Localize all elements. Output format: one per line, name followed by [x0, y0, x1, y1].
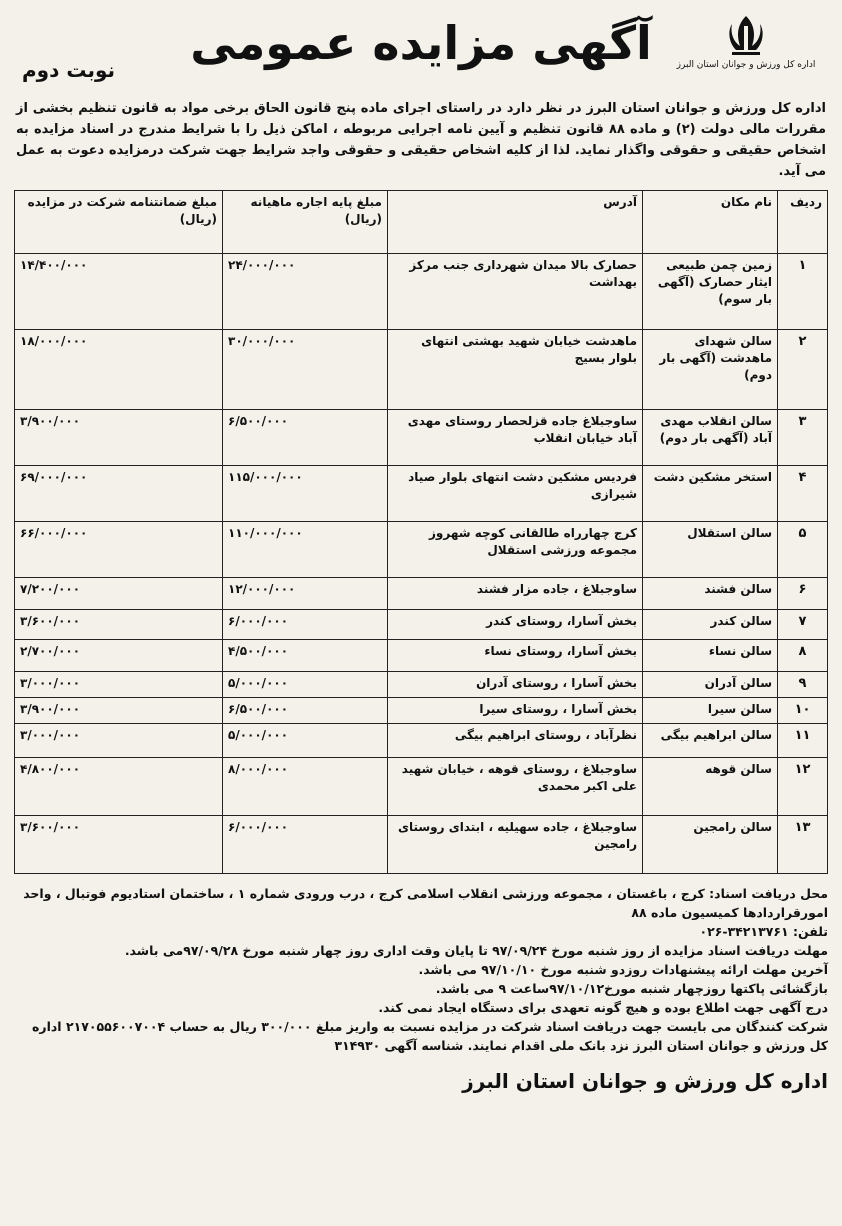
table-row: [15, 522, 828, 578]
row-number: ۱۳: [778, 816, 828, 874]
tender-table: [14, 190, 828, 874]
place-name: سالن استقلال: [643, 522, 778, 578]
guarantee-amount: ۳/۶۰۰/۰۰۰: [15, 610, 223, 640]
documents-location: محل دریافت اسناد: کرج ، باغستان ، مجموعه ورزشی انقلاب اسلامی کرج ، درب ورودی شماره ۱ ، ساختمان استادیوم فوتبال ، واحد امورقراردادها کمیسیون ماده ۸۸: [23, 886, 828, 920]
table-row: [15, 610, 828, 640]
row-number: ۷: [778, 610, 828, 640]
row-number: ۶: [778, 578, 828, 610]
offers-deadline: آخرین مهلت ارائه پیشنهادات روزدو شنبه مورخ ۹۷/۱۰/۱۰ می باشد.: [418, 962, 828, 977]
header-monthly-rent: مبلغ پایه اجاره ماهیانه (ریال): [223, 191, 388, 254]
guarantee-amount: ۶۹/۰۰۰/۰۰۰: [15, 466, 223, 522]
table-header-row: [15, 191, 828, 254]
monthly-rent: ۱۲/۰۰۰/۰۰۰: [223, 578, 388, 610]
place-name: سالن آدران: [643, 672, 778, 698]
table-row: [15, 640, 828, 672]
guarantee-amount: ۴/۸۰۰/۰۰۰: [15, 758, 223, 816]
table-row: [15, 724, 828, 758]
header-row-number: ردیف: [778, 191, 828, 254]
guarantee-amount: ۳/۹۰۰/۰۰۰: [15, 410, 223, 466]
guarantee-amount: ۳/۰۰۰/۰۰۰: [15, 724, 223, 758]
row-number: ۹: [778, 672, 828, 698]
monthly-rent: ۱۱۰/۰۰۰/۰۰۰: [223, 522, 388, 578]
place-address: ساوجبلاغ ، جاده مزار فشند: [388, 578, 643, 610]
guarantee-amount: ۲/۷۰۰/۰۰۰: [15, 640, 223, 672]
documents-deadline: مهلت دریافت اسناد مزایده از روز شنبه مورخ ۹۷/۰۹/۲۴ تا پایان وقت اداری روز چهار شنبه مورخ ۹۷/۰۹/۲۸می باشد.: [124, 943, 828, 958]
monthly-rent: ۶/۵۰۰/۰۰۰: [223, 410, 388, 466]
monthly-rent: ۴/۵۰۰/۰۰۰: [223, 640, 388, 672]
table-row: [15, 816, 828, 874]
guarantee-amount: ۳/۶۰۰/۰۰۰: [15, 816, 223, 874]
place-address: بخش آسارا ، روستای آدران: [388, 672, 643, 698]
notice-round: نوبت دوم: [22, 58, 116, 82]
place-address: بخش آسارا ، روستای سیرا: [388, 698, 643, 724]
opening-date: بازگشائی پاکتها روزچهار شنبه مورخ۹۷/۱۰/۱۲ساعت ۹ می باشد.: [435, 981, 828, 996]
place-address: ماهدشت خیابان شهید بهشتی انتهای بلوار بسیج: [388, 330, 643, 410]
row-number: ۱: [778, 254, 828, 330]
place-address: کرج چهارراه طالقانی کوچه شهروز مجموعه ورزشی استقلال: [388, 522, 643, 578]
header: [14, 0, 828, 98]
place-name: سالن رامجین: [643, 816, 778, 874]
monthly-rent: ۱۱۵/۰۰۰/۰۰۰: [223, 466, 388, 522]
table-row: [15, 254, 828, 330]
place-address: نظرآباد ، روستای ابراهیم بیگی: [388, 724, 643, 758]
place-address: فردیس مشکین دشت انتهای بلوار صیاد شیرازی: [388, 466, 643, 522]
table-row: [15, 698, 828, 724]
issuer-signature: اداره کل ورزش و جوانان استان البرز: [462, 1069, 828, 1093]
row-number: ۱۲: [778, 758, 828, 816]
place-name: سالن فشند: [643, 578, 778, 610]
disclaimer: درج آگهی جهت اطلاع بوده و هیچ گونه تعهدی برای دستگاه ایجاد نمی کند.: [378, 1000, 828, 1015]
place-name: سالن قوهه: [643, 758, 778, 816]
guarantee-amount: ۶۶/۰۰۰/۰۰۰: [15, 522, 223, 578]
table-row: [15, 466, 828, 522]
guarantee-amount: ۳/۹۰۰/۰۰۰: [15, 698, 223, 724]
row-number: ۸: [778, 640, 828, 672]
notice-details: [14, 884, 828, 1055]
guarantee-amount: ۳/۰۰۰/۰۰۰: [15, 672, 223, 698]
table-row: [15, 672, 828, 698]
place-name: سالن کندر: [643, 610, 778, 640]
row-number: ۱۰: [778, 698, 828, 724]
table-row: [15, 578, 828, 610]
phone-number: تلفن: ۳۴۲۱۳۷۶۱-۰۲۶: [699, 924, 828, 939]
table-row: [15, 758, 828, 816]
guarantee-amount: ۷/۲۰۰/۰۰۰: [15, 578, 223, 610]
guarantee-amount: ۱۸/۰۰۰/۰۰۰: [15, 330, 223, 410]
place-name: سالن نساء: [643, 640, 778, 672]
table-row: [15, 330, 828, 410]
place-address: بخش آسارا، روستای نساء: [388, 640, 643, 672]
monthly-rent: ۳۰/۰۰۰/۰۰۰: [223, 330, 388, 410]
place-address: بخش آسارا، روستای کندر: [388, 610, 643, 640]
monthly-rent: ۶/۵۰۰/۰۰۰: [223, 698, 388, 724]
place-name: سالن انقلاب مهدی آباد (آگهی بار دوم): [643, 410, 778, 466]
table-row: [15, 410, 828, 466]
row-number: ۳: [778, 410, 828, 466]
place-name: سالن ابراهیم بیگی: [643, 724, 778, 758]
place-name: زمین چمن طبیعی ایثار حصارک (آگهی بار سوم): [643, 254, 778, 330]
payment-instructions: شرکت کنندگان می بایست جهت دریافت اسناد شرکت در مزایده نسبت به واریز مبلغ ۳۰۰/۰۰۰ ریال به حساب ۲۱۷۰۵۵۶۰۰۷۰۰۴ اداره کل ورزش و جوانان استان البرز نزد بانک ملی اقدام نمایند. شناسه آگهی ۳۱۴۹۳۰: [32, 1019, 828, 1053]
intro-paragraph: اداره کل ورزش و جوانان استان البرز در نظر دارد در راستای اجرای ماده پنج قانون الحاق برخی مواد به قانون تنظیم بخشی از مقررات مالی دولت (۲) و ماده ۸۸ قانون تنظیم و آیین نامه اجرایی مربوطه ، اماکن ذیل را با شرایط مندرج در اسناد مزایده به اشخاص حقیقی و حقوقی واگذار نماید. لذا از کلیه اشخاص حقیقی و حقوقی واجد شرایط جهت شرکت درمزایده دعوت به عمل می آید.: [16, 101, 827, 179]
row-number: ۲: [778, 330, 828, 410]
place-address: ساوجبلاغ ، جاده سهیلیه ، ابتدای روستای رامجین: [388, 816, 643, 874]
place-address: ساوجبلاغ ، روستای قوهه ، خیابان شهید علی اکبر محمدی: [388, 758, 643, 816]
header-place-name: نام مکان: [643, 191, 778, 254]
monthly-rent: ۵/۰۰۰/۰۰۰: [223, 724, 388, 758]
monthly-rent: ۶/۰۰۰/۰۰۰: [223, 610, 388, 640]
place-address: حصارک بالا میدان شهرداری جنب مرکز بهداشت: [388, 254, 643, 330]
place-address: ساوجبلاغ جاده قزلحصار روستای مهدی آباد خیابان انقلاب: [388, 410, 643, 466]
monthly-rent: ۶/۰۰۰/۰۰۰: [223, 816, 388, 874]
place-name: سالن سیرا: [643, 698, 778, 724]
notice-title: آگهی مزایده عمومی: [190, 16, 652, 70]
header-guarantee: مبلغ ضمانتنامه شرکت در مزایده (ریال): [15, 191, 223, 254]
guarantee-amount: ۱۴/۴۰۰/۰۰۰: [15, 254, 223, 330]
emblem-caption: اداره کل ورزش و جوانان استان البرز: [676, 60, 816, 70]
monthly-rent: ۸/۰۰۰/۰۰۰: [223, 758, 388, 816]
monthly-rent: ۲۴/۰۰۰/۰۰۰: [223, 254, 388, 330]
place-name: سالن شهدای ماهدشت (آگهی بار دوم): [643, 330, 778, 410]
monthly-rent: ۵/۰۰۰/۰۰۰: [223, 672, 388, 698]
header-address: آدرس: [388, 191, 643, 254]
row-number: ۵: [778, 522, 828, 578]
row-number: ۱۱: [778, 724, 828, 758]
place-name: استخر مشکین دشت: [643, 466, 778, 522]
row-number: ۴: [778, 466, 828, 522]
